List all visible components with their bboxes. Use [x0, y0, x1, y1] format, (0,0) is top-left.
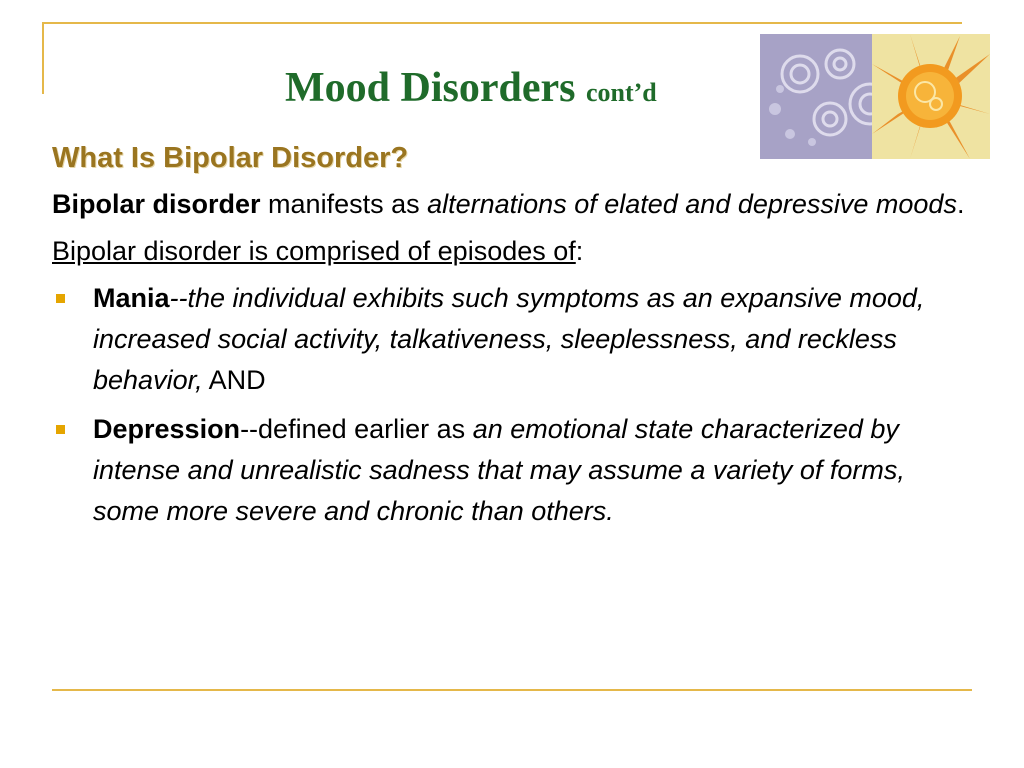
bullet-square-icon — [56, 425, 65, 434]
episode-list — [52, 278, 972, 532]
frame-bottom-rule — [52, 689, 972, 691]
mania-and: AND — [202, 365, 266, 395]
episodes-underlined: Bipolar disorder is comprised of episodes of — [52, 236, 576, 266]
term-depression: Depression — [93, 414, 241, 444]
term-bipolar: Bipolar disorder — [52, 189, 261, 219]
frame-top-rule — [42, 22, 962, 24]
episodes-intro — [52, 231, 972, 272]
depression-text: --defined earlier as — [240, 414, 473, 444]
title-suffix: cont’d — [585, 78, 657, 107]
definition-text: manifests as — [260, 189, 428, 219]
list-item-mania — [52, 278, 972, 401]
frame-left-rule — [42, 22, 44, 94]
list-item-depression — [52, 409, 972, 532]
slide-title — [285, 62, 657, 119]
term-mania: Mania — [93, 283, 170, 313]
slide-body — [52, 138, 972, 540]
subheading: What Is Bipolar Disorder? — [52, 142, 409, 174]
mania-description: --the individual exhibits such symptoms as an expansive mood, increased social activity, talkativeness, sleeplessness, and reckless behavior, — [93, 283, 925, 395]
bullet-square-icon — [56, 294, 65, 303]
definition-end: . — [956, 189, 965, 219]
episodes-colon: : — [575, 236, 584, 266]
depression-description: an emotional state characterized by intense and unrealistic sadness that may assume a variety of forms, some more severe and chronic than others. — [93, 414, 905, 526]
title-main: Mood Disorders — [285, 65, 576, 111]
definition-italic: alternations of elated and depressive moods — [427, 189, 957, 219]
definition-paragraph — [52, 184, 972, 225]
